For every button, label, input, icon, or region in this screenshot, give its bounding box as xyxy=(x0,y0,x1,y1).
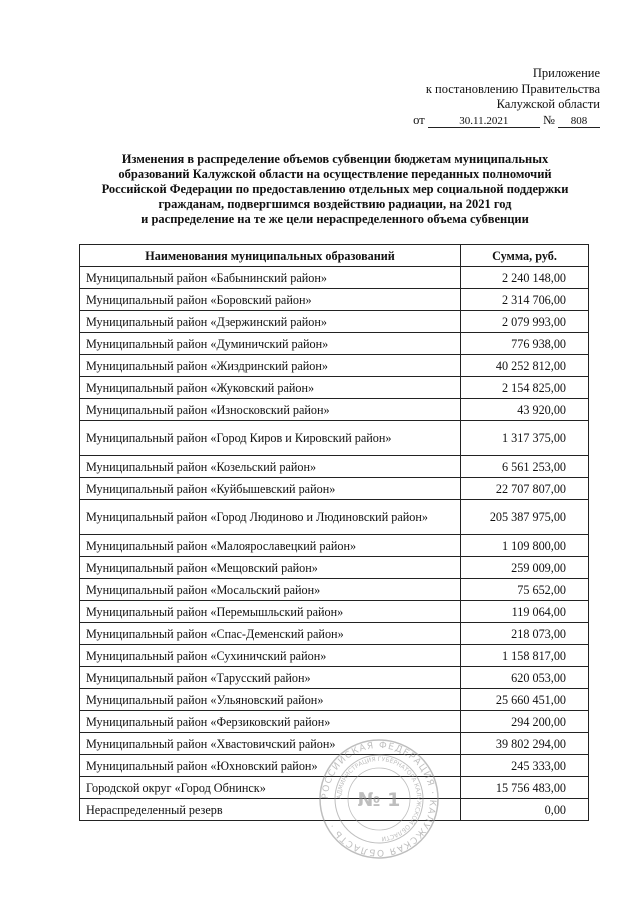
table-row xyxy=(80,645,589,667)
title-line: Изменения в распределение объемов субвенции бюджетам муниципальных xyxy=(121,152,549,166)
header-name: Наименования муниципальных образований xyxy=(80,245,461,267)
table-row xyxy=(80,689,589,711)
amount-value: 218 073,00 xyxy=(461,623,589,645)
seal-number: № 1 xyxy=(357,789,401,811)
amount-value: 2 079 993,00 xyxy=(461,311,589,333)
amount-value: 25 660 451,00 xyxy=(461,689,589,711)
table-row xyxy=(80,377,589,399)
table-row xyxy=(80,355,589,377)
amount-value: 15 756 483,00 xyxy=(461,777,589,799)
municipality-name: Муниципальный район «Думиничский район» xyxy=(80,333,461,355)
municipality-name: Муниципальный район «Город Людиново и Людиновский район» xyxy=(80,500,461,535)
from-label: от xyxy=(413,112,425,127)
amount-value: 22 707 807,00 xyxy=(461,478,589,500)
municipality-name: Муниципальный район «Хвастовичский район» xyxy=(80,733,461,755)
amount-value: 6 561 253,00 xyxy=(461,456,589,478)
decree-number: 808 xyxy=(558,115,600,128)
municipality-name: Муниципальный район «Бабынинский район» xyxy=(80,267,461,289)
municipality-name: Муниципальный район «Жуковский район» xyxy=(80,377,461,399)
appendix-block xyxy=(413,66,600,128)
amount-value: 205 387 975,00 xyxy=(461,500,589,535)
municipality-name: Муниципальный район «Козельский район» xyxy=(80,456,461,478)
official-seal-stamp xyxy=(318,738,440,860)
amount-value: 43 920,00 xyxy=(461,399,589,421)
table-row xyxy=(80,478,589,500)
table-row xyxy=(80,333,589,355)
amount-value: 119 064,00 xyxy=(461,601,589,623)
municipality-name: Муниципальный район «Ферзиковский район» xyxy=(80,711,461,733)
table-row xyxy=(80,267,589,289)
amount-value: 1 158 817,00 xyxy=(461,645,589,667)
table-row xyxy=(80,535,589,557)
amount-value: 40 252 812,00 xyxy=(461,355,589,377)
table-row xyxy=(80,456,589,478)
header-amount: Сумма, руб. xyxy=(461,245,589,267)
amount-value: 2 154 825,00 xyxy=(461,377,589,399)
municipality-name: Муниципальный район «Юхновский район» xyxy=(80,755,461,777)
municipality-name: Муниципальный район «Ульяновский район» xyxy=(80,689,461,711)
amount-value: 2 314 706,00 xyxy=(461,289,589,311)
amount-value: 39 802 294,00 xyxy=(461,733,589,755)
municipality-name: Муниципальный район «Малоярославецкий район» xyxy=(80,535,461,557)
amount-value: 1 109 800,00 xyxy=(461,535,589,557)
amount-value: 75 652,00 xyxy=(461,579,589,601)
municipality-name: Муниципальный район «Мещовский район» xyxy=(80,557,461,579)
seal-inner-text: АДМИНИСТРАЦИЯ ГУБЕРНАТОРА КАЛУЖСКОЙ ОБЛАСТИ xyxy=(335,755,423,842)
table-row xyxy=(80,623,589,645)
table-row xyxy=(80,421,589,456)
table-header-row xyxy=(80,245,589,267)
table-row xyxy=(80,557,589,579)
amount-value: 620 053,00 xyxy=(461,667,589,689)
municipality-name: Городской округ «Город Обнинск» xyxy=(80,777,461,799)
amount-value: 259 009,00 xyxy=(461,557,589,579)
appendix-region: Калужской области xyxy=(496,97,600,111)
municipality-name: Муниципальный район «Жиздринский район» xyxy=(80,355,461,377)
municipality-name: Муниципальный район «Дзержинский район» xyxy=(80,311,461,333)
municipality-name: Муниципальный район «Спас-Деменский район» xyxy=(80,623,461,645)
municipality-name: Муниципальный район «Мосальский район» xyxy=(80,579,461,601)
amount-value: 1 317 375,00 xyxy=(461,421,589,456)
amount-value: 776 938,00 xyxy=(461,333,589,355)
municipality-name: Нераспределенный резерв xyxy=(80,799,461,821)
title-line: Российской Федерации по предоставлению отдельных мер социальной поддержки xyxy=(101,182,569,196)
table-row xyxy=(80,500,589,535)
title-line: и распределение на те же цели нераспределенного объема субвенции xyxy=(141,212,529,226)
municipality-name: Муниципальный район «Город Киров и Кировский район» xyxy=(80,421,461,456)
table-row xyxy=(80,711,589,733)
municipality-name: Муниципальный район «Перемышльский район» xyxy=(80,601,461,623)
amount-value: 0,00 xyxy=(461,799,589,821)
title-line: образований Калужской области на осуществление переданных полномочий xyxy=(118,167,552,181)
amount-value: 245 333,00 xyxy=(461,755,589,777)
municipality-name: Муниципальный район «Куйбышевский район» xyxy=(80,478,461,500)
decree-date-number xyxy=(413,113,600,129)
table-row xyxy=(80,601,589,623)
amount-value: 2 240 148,00 xyxy=(461,267,589,289)
appendix-label: Приложение xyxy=(532,66,600,80)
municipality-name: Муниципальный район «Износковский район» xyxy=(80,399,461,421)
municipality-name: Муниципальный район «Тарусский район» xyxy=(80,667,461,689)
table-row xyxy=(80,289,589,311)
title-line: гражданам, подвергшимся воздействию радиации, на 2021 год xyxy=(158,197,512,211)
table-row xyxy=(80,667,589,689)
municipality-name: Муниципальный район «Боровский район» xyxy=(80,289,461,311)
document-title xyxy=(70,152,600,227)
table-row xyxy=(80,579,589,601)
table-row xyxy=(80,311,589,333)
municipality-name: Муниципальный район «Сухиничский район» xyxy=(80,645,461,667)
decree-date: 30.11.2021 xyxy=(428,115,540,128)
subvention-table xyxy=(79,244,589,821)
amount-value: 294 200,00 xyxy=(461,711,589,733)
seal-outer-text: РОССИЙСКАЯ ФЕДЕРАЦИЯ · КАЛУЖСКАЯ ОБЛАСТЬ · xyxy=(320,740,438,858)
number-label: № xyxy=(542,112,555,127)
table-row xyxy=(80,399,589,421)
appendix-decree-ref: к постановлению Правительства xyxy=(425,81,600,96)
